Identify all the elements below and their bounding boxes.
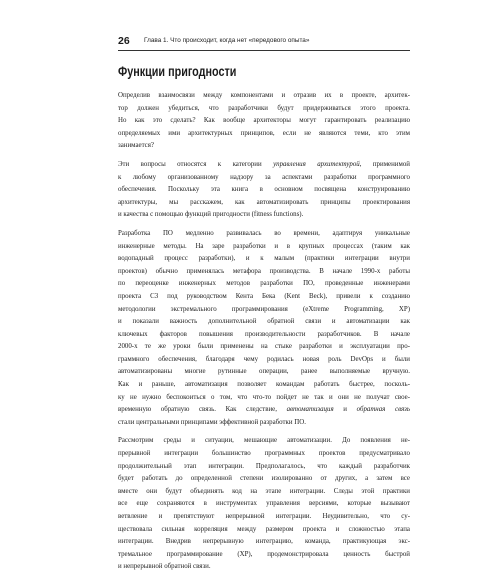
text-run: по переоценке инженерных методов разработки ПО, проведенные инженерами [118, 280, 410, 288]
text-run: и показали важность дополнительной обратной связи и автоматизации как [118, 318, 410, 326]
text-run: временную обратную связь. Как следствие, [118, 406, 287, 414]
text-line [118, 549, 410, 562]
text-run: Разработка ПО медленно развивалась во времени, адаптируя уникальные [118, 229, 410, 237]
text-line [118, 197, 410, 210]
text-run: и непрерывной обратной связи. [118, 563, 211, 571]
text-line [118, 404, 410, 417]
text-line [118, 561, 410, 574]
text-run: ключевых факторов повышения производительности разработчиков. В начале [118, 330, 410, 338]
text-line [118, 172, 410, 185]
emphasized-term: обратная связь [356, 406, 411, 414]
text-line [118, 103, 410, 116]
text-run: проекта C3 под руководством Кента Бека (Kent Beck), привели к созданию [118, 292, 410, 300]
text-run: архитектуры, мы расскажем, как автоматизировать принципы проектирования [118, 198, 410, 206]
paragraph [118, 228, 410, 430]
paragraph [118, 435, 410, 574]
text-run: определяемых ими архитектурных принципов, если не являются теми, кто этим [118, 129, 410, 137]
text-line [118, 524, 410, 537]
text-run: вместе они будут объединять код на этапе интеграции. Следы этой практики [118, 487, 410, 495]
text-line [118, 266, 410, 279]
text-run: Рассмотрим среды и ситуации, мешающие автоматизации. До появления не- [118, 437, 410, 445]
text-line [118, 511, 410, 524]
emphasized-term: автоматизация [286, 406, 334, 414]
text-run: и [333, 406, 357, 414]
text-line [118, 209, 410, 222]
body-text [118, 90, 410, 580]
text-run: будет работать до определенной степени изолированно от других, а затем все [118, 475, 410, 483]
text-line [118, 366, 410, 379]
text-line [118, 392, 410, 405]
text-line [118, 140, 410, 153]
text-line [118, 461, 410, 474]
running-header [118, 34, 410, 51]
text-run: тор должен убедиться, что разработчики будут придерживаться этого проекта. [118, 104, 410, 112]
text-line [118, 291, 410, 304]
text-run: 2000-х те же уроки были применены на стыке разработки и эксплуатации про- [118, 343, 410, 351]
text-line [118, 341, 410, 354]
text-run: автоматизированы многие рутинные операции, ранее выполняемые вручную. [118, 368, 410, 376]
text-run: и качества с помощью функций пригодности (fitness functions). [118, 211, 304, 219]
text-run: Но как это сделать? Как вообще архитекторы могут гарантировать реализацию [118, 117, 410, 125]
text-line [118, 253, 410, 266]
text-line [118, 278, 410, 291]
text-run: водопадный процесс разработки), и к малым (практики интеграции внутри [118, 255, 410, 263]
text-line [118, 354, 410, 367]
text-line [118, 417, 410, 430]
text-line [118, 241, 410, 254]
text-line [118, 128, 410, 141]
text-run: , применимой [359, 160, 410, 168]
emphasized-term: управления архитектурой [273, 160, 360, 168]
text-run: обеспечения. Поскольку эта книга в основном посвящена конструированию [118, 186, 410, 194]
text-line [118, 435, 410, 448]
text-line [118, 184, 410, 197]
text-line [118, 536, 410, 549]
text-run: к любому организованному надзору за аспектами разработки программного [118, 173, 410, 181]
text-run: ветвление и препятствуют непрерывной интеграции. Неудивительно, что су- [118, 513, 410, 520]
text-run: продолжительный этап интеграции. Предполагалось, что каждый разработчик [118, 462, 410, 470]
text-line [118, 473, 410, 486]
chapter-running-head: Глава 1. Что происходит, когда нет «передового опыта» [144, 37, 310, 44]
text-run: инженерные методы. На заре разработки и в крупных процессах (таким как [118, 242, 410, 250]
text-line [118, 90, 410, 103]
text-line [118, 316, 410, 329]
text-line [118, 329, 410, 342]
text-line [118, 486, 410, 499]
text-run: ществовала сильная корреляция между размером проекта и сложностью этапа [118, 525, 410, 533]
text-run: Определив взаимосвязи между компонентами и отразив их в проекте, архитек- [118, 92, 410, 99]
text-line [118, 379, 410, 392]
page-number: 26 [118, 35, 130, 47]
text-run: все еще сохраняются в инструментах управления версиями, которые вызывают [118, 500, 410, 508]
paragraph [118, 90, 410, 153]
text-run: стали центральными принципами эффективной разработки ПО. [118, 418, 306, 426]
text-line [118, 228, 410, 241]
text-line [118, 448, 410, 461]
text-run: методологии экстремального программирования (eXtreme Programming, XP) [118, 305, 410, 313]
text-line [118, 115, 410, 128]
text-line [118, 498, 410, 511]
text-run: проектов) обычно применялась метафора производства. В начале 1990-х работы [118, 267, 410, 275]
text-run: Как и раньше, автоматизация позволяет командам работать быстрее, посколь- [118, 381, 410, 389]
text-run: интеграции. Внедрив непрерывную интеграцию, команда, практикующая экс- [118, 538, 410, 546]
text-run: тремальное программирование (XP), продемонстрировала ценность быстрой [118, 550, 410, 558]
text-run: занимается? [118, 142, 154, 150]
section-title: Функции пригодности [118, 64, 237, 79]
paragraph [118, 159, 410, 222]
text-run: Эти вопросы относятся к категории [118, 160, 274, 168]
text-run: ку не нужно беспокоиться о том, что что-то пойдет не так и они не получат свое- [118, 393, 410, 401]
text-run: прерывной интеграции большинство программных проектов предусматривало [118, 450, 410, 458]
text-line [118, 159, 410, 172]
text-run: граммного обеспечения, благодаря чему родилась новая роль DevOps и были [118, 355, 410, 363]
text-line [118, 304, 410, 317]
